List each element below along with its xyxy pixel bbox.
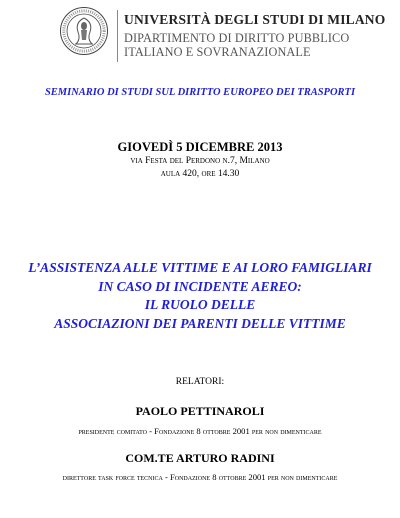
speakers-heading: RELATORI: [175,377,225,387]
seminar-title: SEMINARIO DI STUDI SUL DIRITTO EUROPEO DEI TRASPORTI [44,87,356,98]
department-name-line2: ITALIANO E SOVRANAZIONALE [124,45,311,59]
department-name-line1: DIPARTIMENTO DI DIRITTO PUBBLICO [124,31,350,45]
speaker-name: PAOLO PETTINAROLI [135,404,265,418]
university-name: UNIVERSITÀ DEGLI STUDI DI MILANO [124,12,386,27]
event-date: GIOVEDÌ 5 DICEMBRE 2013 [117,140,283,154]
main-title-line: IN CASO DI INCIDENTE AEREO: [98,278,302,294]
speaker-role: direttore task force tecnica - Fondazione 8 ottobre 2001 per non dimenticare [62,472,338,482]
header-divider [117,10,118,62]
main-title [0,259,400,333]
university-seal-icon [59,6,109,56]
speaker-role: presidente comitato - Fondazione 8 ottobre 2001 per non dimenticare [78,426,322,436]
main-title-line: L’ASSISTENZA ALLE VITTIME E AI LORO FAMIGLIARI [28,260,372,275]
main-title-line: ASSOCIAZIONI DEI PARENTI DELLE VITTIME [54,315,346,331]
event-address: via Festa del Perdono n.7, Milano [130,156,270,166]
main-title-line: IL RUOLO DELLE [144,297,256,312]
letterhead [0,0,400,80]
event-room-time: aula 420, ore 14.30 [160,169,240,179]
speaker-name: COM.TE ARTURO RADINI [125,451,275,465]
